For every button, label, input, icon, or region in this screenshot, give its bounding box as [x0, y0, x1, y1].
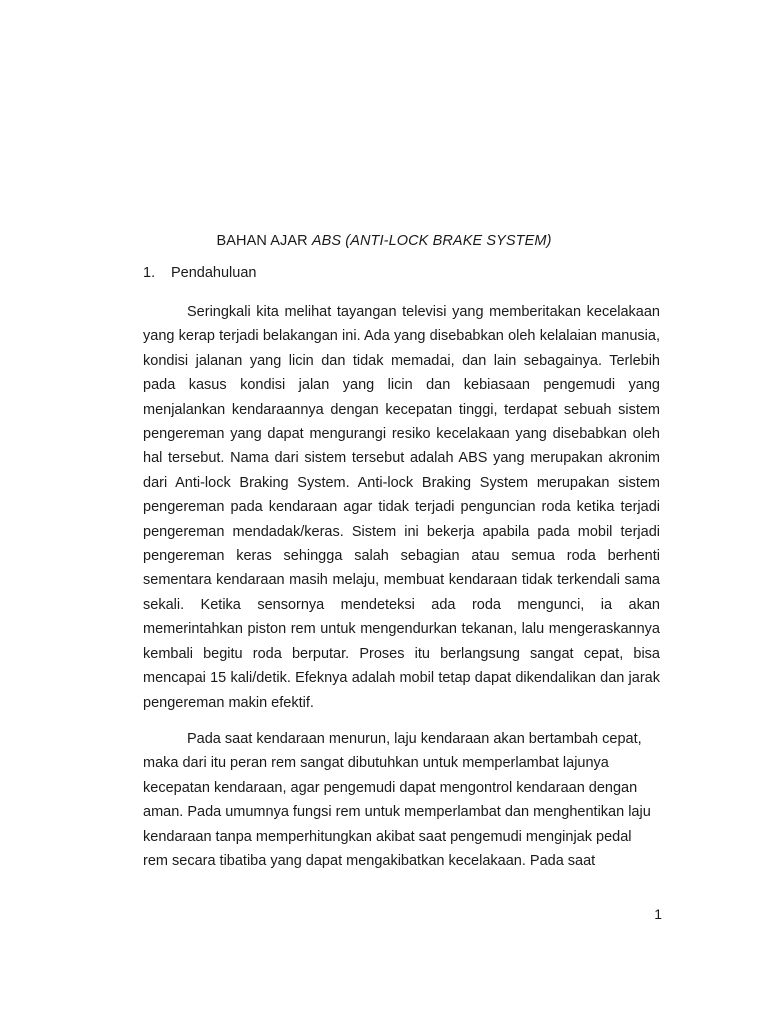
- section-title: Pendahuluan: [171, 265, 257, 281]
- section-number: 1.: [143, 265, 156, 281]
- document-title: [0, 231, 768, 251]
- paragraph-1: [143, 300, 660, 715]
- paragraph-2: [143, 727, 660, 873]
- section-heading: [143, 263, 256, 283]
- paragraph-2-text: Pada saat kendaraan menurun, laju kendaraan akan bertambah cepat, maka dari itu peran rem sangat dibutuhkan untuk memperlambat lajunya kecepatan kendaraan, agar pengemudi dapat mengontrol kendaraan dengan aman. Pada umumnya fungsi rem untuk memperlambat dan menghentikan laju kendaraan tanpa memperhitungkan akibat saat pengemudi menginjak pedal rem secara tibatiba yang dapat mengakibatkan kecelakaan. Pada saat: [143, 731, 651, 870]
- page-number: 1: [654, 906, 662, 922]
- document-title-italic: ABS (ANTI-LOCK BRAKE SYSTEM): [311, 233, 552, 249]
- paragraph-1-text: Seringkali kita melihat tayangan televisi yang memberitakan kecelakaan yang kerap terjadi belakangan ini. Ada yang disebabkan oleh kelalaian manusia, kondisi jalanan yang licin dan tidak memadai, dan lain sebagainya. Terlebih pada kasus kondisi jalan yang licin dan kebiasaan pengemudi yang menjalankan kendaraannya dengan kecepatan tinggi, terdapat sebuah sistem pengereman yang dapat mengurangi resiko kecelakaan yang disebabkan oleh hal tersebut. Nama dari sistem tersebut adalah ABS yang merupakan akronim dari Anti-lock Braking System. Anti-lock Braking System merupakan sistem pengereman pada kendaraan agar tidak terjadi penguncian roda ketika terjadi pengereman mendadak/keras. Sistem ini bekerja apabila pada mobil terjadi pengereman keras sehingga salah sebagian atau semua roda berhenti sementara kendaraan masih melaju, membuat kendaraan tidak terkendali sama sekali. Ketika sensornya mendeteksi ada roda mengunci, ia akan memerintahkan piston rem untuk mengendurkan tekanan, lalu mengeraskannya kembali begitu roda berputar. Proses itu berlangsung sangat cepat, bisa mencapai 15 kali/detik. Efeknya adalah mobil tetap dapat dikendalikan dan jarak pengereman makin efektif.: [143, 304, 660, 711]
- document-title-prefix: BAHAN AJAR: [216, 233, 312, 249]
